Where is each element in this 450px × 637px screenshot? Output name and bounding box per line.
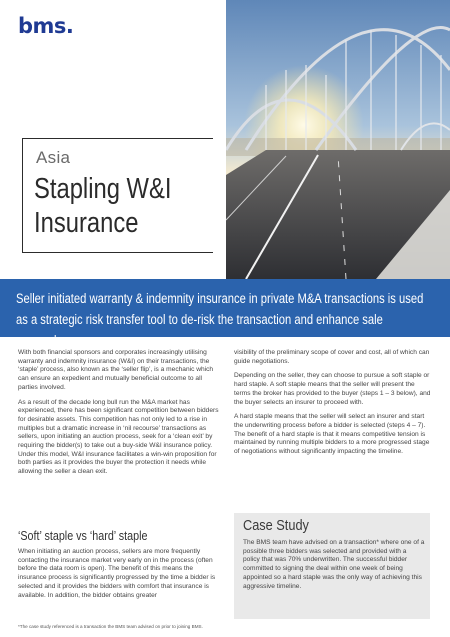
bridge-photo [226,0,450,279]
footnote: *The case study referenced is a transaction the BMS team advised on prior to joining BMS. [18,624,203,629]
right-paragraph-2: Depending on the seller, they can choose to pursue a soft staple or hard staple. A soft staple means that the seller will present the terms the broker has provided to the buyer (steps 1 – 3 below), and the buyer selects an insurer to proceed with. [234,372,431,406]
left-column-continued [18,548,220,606]
left-paragraph-2: As a result of the decade long bull run the M&A market has experienced, there has been significant competition between bidders for desirable assets. This competition has not only led to a rise in multiples but a dramatic increase in ‘nil recourse’ transactions as sellers, upon initiating an auction process, seek for a ‘clean exit’ by requiring the bidder(s) to take out a buy-side W&I insurance policy. Under this model, W&I insurance facilitates a win-win proposition for both parties as it provides the buyer the protection it needs while allowing the seller a clean exit. [18,398,219,476]
title-line-1: Stapling W&I [34,173,172,205]
page-title [34,172,190,240]
right-paragraph-3: A hard staple means that the seller will select an insurer and start the underwriting process before a bidder is selected (steps 4 – 7). The benefit of a hard staple is that it means competitive tension is maintained by running multiple bidders to a more progressed stage of negotiations without significantly impacting the timeline. [234,413,430,456]
case-study-body: The BMS team have advised on a transaction* where one of a possible three bidders was selected and provided with a policy that was 70% underwritten. The successful bidder committed to signing the deal within one week of being appointed so a hard staple was the only way of achieving this aggressive timeline. [243,539,425,590]
left-column [18,349,220,483]
section-heading: ‘Soft’ staple vs ‘hard’ staple [18,529,148,543]
left-paragraph-3: When initiating an auction process, sellers are more frequently contacting the insurance market very early on in the process (often before the data room is open). The benefit of this means the insurance process is significantly progressed by the time a bidder is selected and it provides the bidders with comfort that insurance is available. In addition, the bidder obtains greater [18,548,216,599]
title-line-2: Insurance [34,207,139,239]
left-paragraph-1: With both financial sponsors and corporates increasingly utilising warranty and indemnity insurance (W&I) on their transactions, the ‘staple’ process, also known as the ‘seller flip’, is a mechanic which can ensure an expedient and mutually beneficial outcome to all parties involved. [18,349,214,391]
right-paragraph-1: visibility of the preliminary scope of cover and cost, all of which can guide negotiations. [234,349,430,365]
case-study-title: Case Study [243,517,309,534]
intro-banner-text: Seller initiated warranty & indemnity insurance in private M&A transactions is used as a strategic risk transfer tool to de-risk the transaction and enhance sale proceeds. [16,291,424,348]
right-column [234,349,432,463]
bms-logo: bms. [18,14,74,38]
region-label: Asia [36,148,71,167]
